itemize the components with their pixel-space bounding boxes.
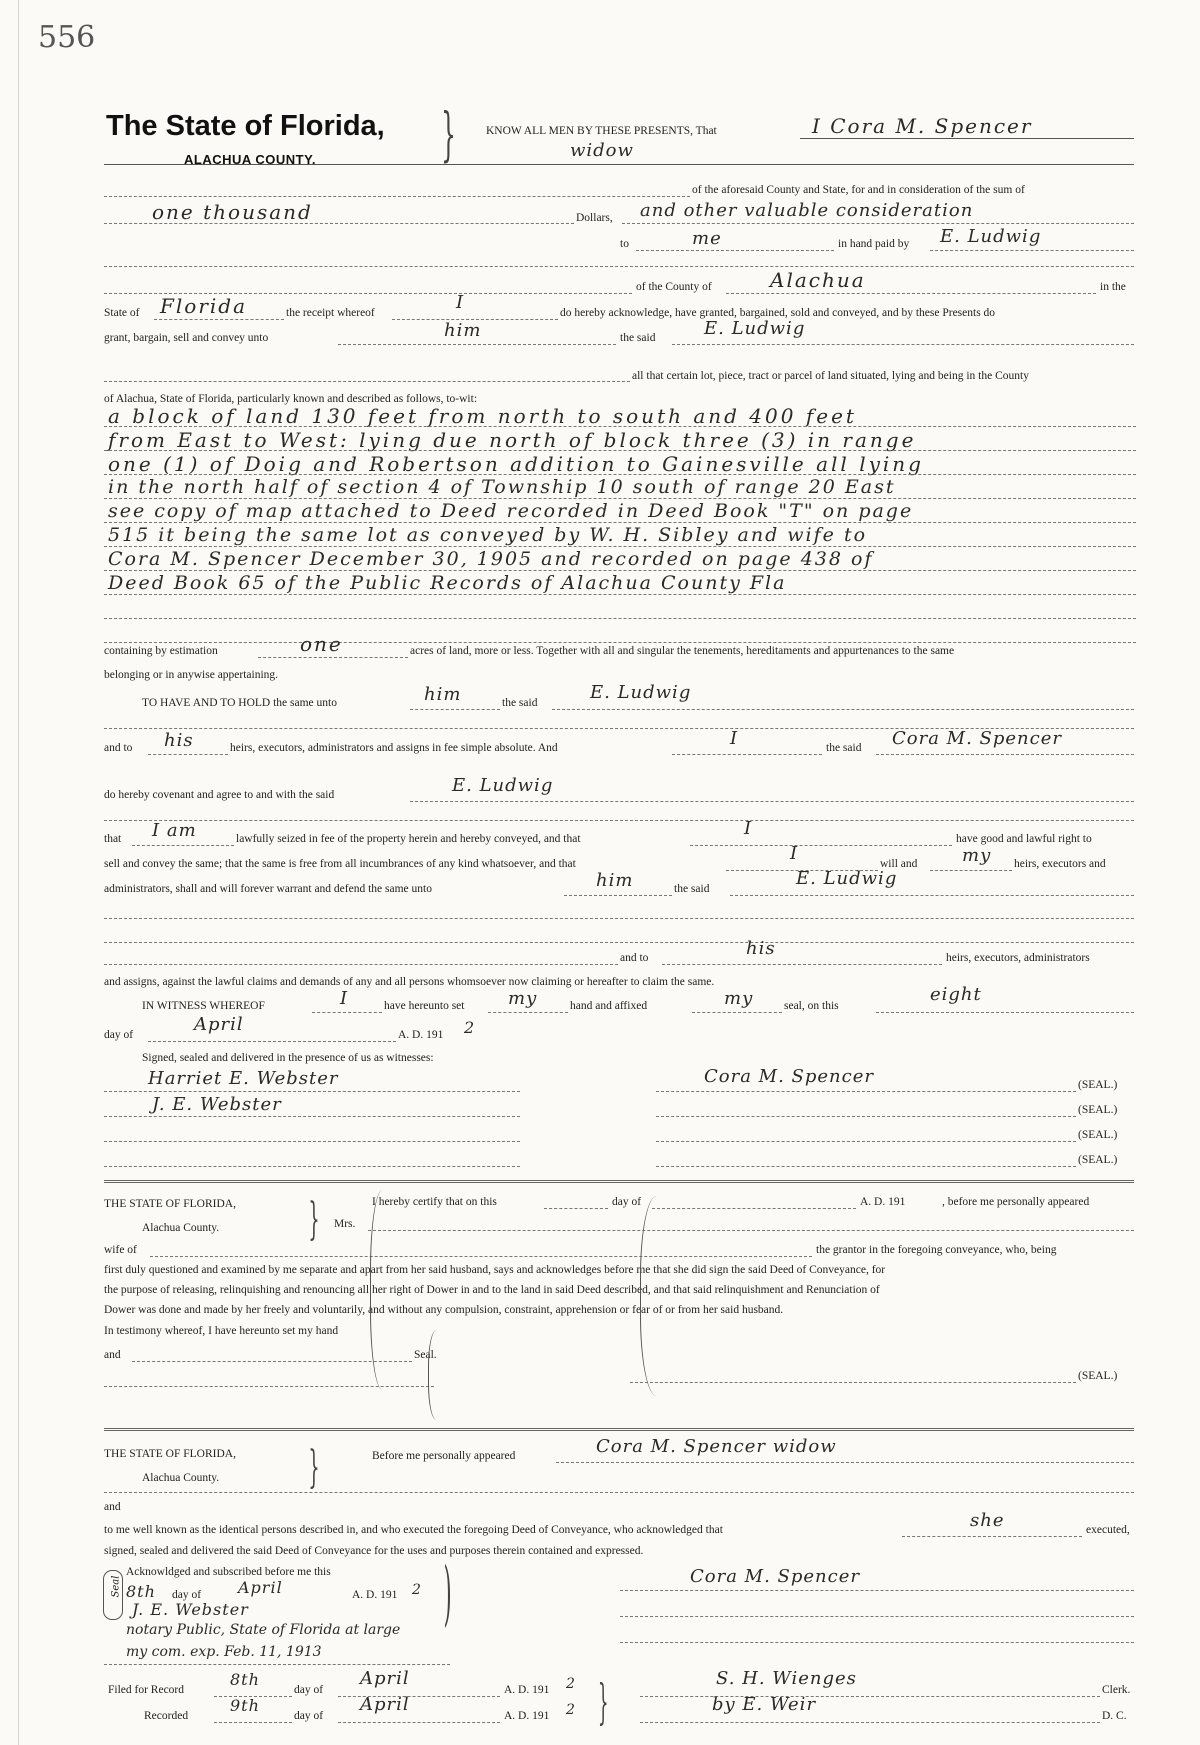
set-handwriting: my bbox=[508, 988, 538, 1009]
wife-cert-county: Alachua County. bbox=[142, 1222, 220, 1234]
affixed-handwriting: my bbox=[724, 988, 754, 1009]
description-line-4: in the north half of section 4 of Township 10 south of range 20 East bbox=[108, 476, 896, 498]
witness2-handwriting: J. E. Webster bbox=[152, 1094, 282, 1115]
wife-day-of-label: day of bbox=[612, 1196, 642, 1208]
month-handwriting: April bbox=[194, 1014, 244, 1035]
certify-text: I hereby certify that on this bbox=[372, 1196, 497, 1208]
seized-handwriting: I bbox=[744, 818, 753, 839]
witness-handwriting: I bbox=[340, 988, 349, 1009]
ack-year-handwriting: 2 bbox=[412, 1582, 422, 1598]
will-handwriting: my bbox=[962, 845, 992, 866]
wife-seal-short: Seal. bbox=[414, 1349, 437, 1361]
administrators-text: administrators, shall and will forever warrant and defend the same unto bbox=[104, 883, 432, 895]
hand-affixed-text: hand and affixed bbox=[570, 1000, 648, 1012]
notary-stamp bbox=[103, 1570, 123, 1620]
acknowledged-text: Acknowldged and subscribed before me this bbox=[126, 1566, 331, 1578]
acres-handwriting: one bbox=[300, 632, 343, 656]
receipt-handwriting: I bbox=[456, 292, 465, 313]
wife-cert-line-3: Dower was done and made by her freely and voluntarily, and without any compulsion, constraint, apprehension or fear of or from her said husband. bbox=[104, 1304, 784, 1316]
wife-cert-line-2: the purpose of releasing, relinquishing and renouncing all her right of Dower in and to the land in said Deed described, and that said relinquishment and Renunciation of bbox=[104, 1284, 880, 1296]
description-line-6: 515 it being the same lot as conveyed by W. H. Sibley and wife to bbox=[108, 524, 868, 546]
seal-on-text: seal, on this bbox=[784, 1000, 839, 1012]
and-handwriting: I bbox=[730, 728, 739, 749]
admin-said-label: the said bbox=[674, 883, 710, 895]
filed-year-handwriting: 2 bbox=[566, 1676, 576, 1692]
know-all-text: KNOW ALL MEN BY THESE PRESENTS, That bbox=[486, 125, 717, 137]
acres-text: acres of land, more or less. Together with all and singular the tenements, hereditaments and appurtenances to the same bbox=[410, 645, 955, 657]
grantor-in-text: the grantor in the foregoing conveyance, who, being bbox=[816, 1244, 1057, 1256]
dc-label: D. C. bbox=[1102, 1710, 1127, 1722]
ack-brace: ) bbox=[443, 1552, 452, 1634]
state-title: The State of Florida, bbox=[106, 110, 385, 142]
sum-handwriting: one thousand bbox=[152, 200, 313, 224]
notary-name-handwriting: J. E. Webster bbox=[132, 1600, 249, 1619]
filed-label: Filed for Record bbox=[108, 1684, 185, 1696]
that-handwriting: I am bbox=[152, 820, 197, 841]
paid-by-label: in hand paid by bbox=[838, 238, 910, 250]
description-line-5: see copy of map attached to Deed recorded in Deed Book "T" on page bbox=[108, 500, 914, 522]
rec-year-handwriting: 2 bbox=[566, 1702, 576, 1718]
filed-ad-label: A. D. 191 bbox=[504, 1684, 550, 1696]
seal-3: (SEAL.) bbox=[1078, 1129, 1118, 1141]
wife-before-text: , before me personally appeared bbox=[942, 1196, 1090, 1208]
sell-convey-text: sell and convey the same; that the same is free from all incumbrances of any kind whatsoever, and that bbox=[104, 858, 576, 870]
said-handwriting: E. Ludwig bbox=[704, 318, 806, 339]
notary-exp-handwriting: my com. exp. Feb. 11, 1913 bbox=[126, 1644, 322, 1660]
she-handwriting: she bbox=[970, 1510, 1005, 1531]
page-number: 556 bbox=[38, 20, 96, 55]
and-to-handwriting: his bbox=[164, 730, 194, 751]
ack-cert-state: THE STATE OF FLORIDA, bbox=[104, 1448, 236, 1460]
seal-2: (SEAL.) bbox=[1078, 1104, 1118, 1116]
day-of-label: day of bbox=[104, 1029, 134, 1041]
unto-handwriting: him bbox=[444, 320, 482, 341]
county-title: ALACHUA COUNTY. bbox=[184, 152, 316, 167]
header-brace: } bbox=[441, 100, 456, 168]
executed-label: executed, bbox=[1086, 1524, 1130, 1536]
of-county-label: of the County of bbox=[636, 281, 712, 293]
signature-handwriting: Cora M. Spencer bbox=[704, 1066, 874, 1087]
seal-4: (SEAL.) bbox=[1078, 1154, 1118, 1166]
filed-month-handwriting: April bbox=[360, 1668, 410, 1689]
the-said2-label: the said bbox=[826, 742, 862, 754]
consideration-handwriting: and other valuable consideration bbox=[640, 200, 974, 221]
acknowledge-text: do hereby acknowledge, have granted, bargained, sold and conveyed, and by these Presents do bbox=[560, 307, 996, 319]
ack-ad-label: A. D. 191 bbox=[352, 1589, 398, 1601]
rec-month-handwriting: April bbox=[360, 1694, 410, 1715]
belonging-text: belonging or in anywise appertaining. bbox=[104, 669, 279, 681]
description-line-2: from East to West: lying due north of block three (3) in range bbox=[108, 428, 917, 452]
description-line-7: Cora M. Spencer December 30, 1905 and recorded on page 438 of bbox=[108, 548, 874, 570]
filed-day-handwriting: 8th bbox=[230, 1670, 260, 1689]
receipt-label: the receipt whereof bbox=[286, 307, 375, 319]
ack-before-text: Before me personally appeared bbox=[372, 1450, 516, 1462]
recorded-label: Recorded bbox=[144, 1710, 189, 1722]
heirs-admin-text: heirs, executors, administrators bbox=[946, 952, 1090, 964]
the-said-label: the said bbox=[620, 332, 656, 344]
description-line-1: a block of land 130 feet from north to south and 400 feet bbox=[108, 404, 857, 428]
wife-of-label: wife of bbox=[104, 1244, 137, 1256]
rec-day-handwriting: 9th bbox=[230, 1696, 260, 1715]
witness-label: IN WITNESS WHEREOF bbox=[142, 1000, 265, 1012]
ack-day-of-label: day of bbox=[172, 1589, 202, 1601]
witness1-handwriting: Harriet E. Webster bbox=[148, 1068, 339, 1089]
good-right-text: have good and lawful right to bbox=[956, 833, 1092, 845]
ad-label: A. D. 191 bbox=[398, 1029, 444, 1041]
containing-label: containing by estimation bbox=[104, 645, 218, 657]
said2-handwriting: Cora M. Spencer bbox=[892, 728, 1062, 749]
appeared-handwriting: Cora M. Spencer widow bbox=[596, 1436, 837, 1457]
signed-text: Signed, sealed and delivered in the presence of us as witnesses: bbox=[142, 1052, 434, 1064]
and-to2-label: and to bbox=[620, 952, 649, 964]
county-handwriting: Alachua bbox=[770, 268, 866, 292]
of-alachua-text: of Alachua, State of Florida, particularly known and described as follows, to-wit: bbox=[104, 393, 478, 405]
mrs-label: Mrs. bbox=[334, 1218, 356, 1230]
will-and-label: will and bbox=[880, 858, 918, 870]
that-label: that bbox=[104, 833, 122, 845]
ack-cert-brace: } bbox=[308, 1442, 320, 1493]
heirs-fee-text: heirs, executors, administrators and assigns in fee simple absolute. And bbox=[230, 742, 558, 754]
covenant-text: do hereby covenant and agree to and with the said bbox=[104, 789, 335, 801]
wife-cert-brace: } bbox=[308, 1194, 320, 1245]
signed-sealed-text: signed, sealed and delivered the said Deed of Conveyance for the uses and purposes therein contained and expressed. bbox=[104, 1545, 644, 1557]
description-line-3: one (1) of Doig and Robertson addition to Gainesville all lying bbox=[108, 452, 924, 476]
and-assigns-text: and assigns, against the lawful claims and demands of any and all persons whomsoever now claiming or hereafter to claim the same. bbox=[104, 976, 715, 988]
seized-text: lawfully seized in fee of the property herein and hereby conveyed, and that bbox=[236, 833, 581, 845]
notary-stamp-text: Seal bbox=[110, 1575, 122, 1598]
testimony-text: In testimony whereof, I have hereunto set my hand bbox=[104, 1325, 339, 1337]
seal-1: (SEAL.) bbox=[1078, 1079, 1118, 1091]
admin-said-handwriting: E. Ludwig bbox=[796, 868, 898, 889]
rec-ad-label: A. D. 191 bbox=[504, 1710, 550, 1722]
to-label: to bbox=[620, 238, 629, 250]
ack-day-handwriting: 8th bbox=[126, 1582, 156, 1601]
clerk-label: Clerk. bbox=[1102, 1684, 1131, 1696]
sell-handwriting: I bbox=[790, 843, 799, 864]
day-handwriting: eight bbox=[930, 984, 982, 1005]
admin-handwriting: him bbox=[596, 870, 634, 891]
filing-brace: } bbox=[597, 1674, 609, 1730]
rec-day-of-label: day of bbox=[294, 1710, 324, 1722]
clerk-handwriting: S. H. Wienges bbox=[716, 1668, 857, 1689]
ack-month-handwriting: April bbox=[238, 1578, 283, 1597]
section-divider-1 bbox=[104, 1180, 1134, 1183]
notary-title-handwriting: notary Public, State of Florida at large bbox=[126, 1622, 401, 1638]
grantor-handwriting: I Cora M. Spencer bbox=[812, 114, 1033, 138]
ack-cert-county: Alachua County. bbox=[142, 1472, 220, 1484]
to-have-text: TO HAVE AND TO HOLD the same unto bbox=[142, 697, 337, 709]
description-line-8: Deed Book 65 of the Public Records of Alachua County Fla bbox=[108, 572, 787, 594]
well-known-text: to me well known as the identical persons described in, and who executed the foregoing Deed of Conveyance, who acknowledged that bbox=[104, 1524, 723, 1536]
all-certain-text: all that certain lot, piece, tract or parcel of land situated, lying and being in the County bbox=[632, 370, 1029, 382]
covenant-handwriting: E. Ludwig bbox=[452, 775, 554, 796]
wife-and-label: and bbox=[104, 1349, 121, 1361]
wife-cert-line-1: first duly questioned and examined by me separate and apart from her said husband, says and acknowledges before me that she did sign the said Deed of Conveyance, for bbox=[104, 1264, 886, 1276]
ack-signature-handwriting: Cora M. Spencer bbox=[690, 1566, 860, 1587]
state-handwriting: Florida bbox=[160, 294, 247, 318]
heirs-exec-text: heirs, executors and bbox=[1014, 858, 1106, 870]
grantee-handwriting: E. Ludwig bbox=[940, 226, 1042, 247]
aforesaid-text: of the aforesaid County and State, for and in consideration of the sum of bbox=[692, 184, 1025, 196]
in-the-label: in the bbox=[1100, 281, 1126, 293]
have-set-text: have hereunto set bbox=[384, 1000, 465, 1012]
wife-cert-state: THE STATE OF FLORIDA, bbox=[104, 1198, 236, 1210]
have-handwriting: him bbox=[424, 684, 462, 705]
page-edge bbox=[18, 0, 19, 1745]
have-said-handwriting: E. Ludwig bbox=[590, 682, 692, 703]
dollars-label: Dollars, bbox=[576, 212, 613, 224]
dc-handwriting: by E. Weir bbox=[712, 1694, 817, 1715]
grant-unto-label: grant, bargain, sell and convey unto bbox=[104, 332, 269, 344]
wife-seal: (SEAL.) bbox=[1078, 1370, 1118, 1382]
wife-ad-label: A. D. 191 bbox=[860, 1196, 906, 1208]
section-divider-2 bbox=[104, 1428, 1134, 1431]
ack-and-label: and bbox=[104, 1501, 121, 1513]
to-handwriting: me bbox=[692, 228, 722, 249]
grantor-status-handwriting: widow bbox=[570, 140, 634, 161]
year-handwriting: 2 bbox=[464, 1018, 476, 1037]
and-to2-handwriting: his bbox=[746, 938, 776, 959]
have-said-label: the said bbox=[502, 697, 538, 709]
filed-day-of-label: day of bbox=[294, 1684, 324, 1696]
and-to-label: and to bbox=[104, 742, 133, 754]
state-of-label: State of bbox=[104, 307, 140, 319]
